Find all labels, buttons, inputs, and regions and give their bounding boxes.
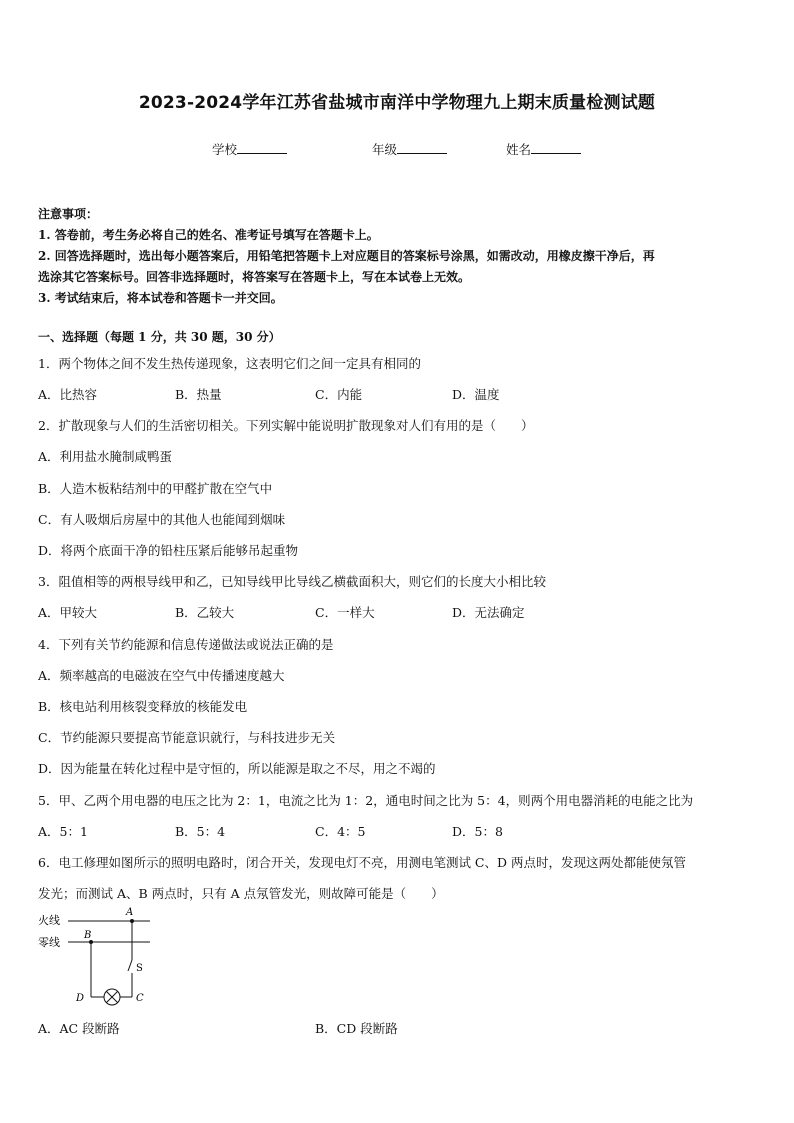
question-2-option-d[interactable]: D．将两个底面干净的铅柱压紧后能够吊起重物 <box>38 543 299 558</box>
point-c-label: C <box>136 993 144 1004</box>
grade-field <box>372 140 447 158</box>
school-field <box>212 140 287 158</box>
question-2-stem: 2．扩散现象与人们的生活密切相关。下列实解中能说明扩散现象对人们有用的是（ ） <box>38 418 534 433</box>
lighting-circuit-diagram <box>38 905 163 1010</box>
notice-item: 2. 回答选择题时，选出每小题答案后，用铅笔把答题卡上对应题目的答案标号涂黑，如需改动，用橡皮擦干净后，再 <box>38 249 655 263</box>
question-3-option-c[interactable]: C．一样大 <box>315 605 375 620</box>
switch-s <box>128 960 132 971</box>
question-5-option-d[interactable]: D．5：8 <box>452 824 503 839</box>
grade-blank[interactable] <box>397 141 447 154</box>
school-blank[interactable] <box>237 141 287 154</box>
notice-item: 选涂其它答案标号。回答非选择题时，将答案写在答题卡上，写在本试卷上无效。 <box>38 270 471 284</box>
question-1-stem: 1．两个物体之间不发生热传递现象，这表明它们之间一定具有相同的 <box>38 356 421 371</box>
grade-label: 年级 <box>372 142 398 157</box>
question-4-option-d[interactable]: D．因为能量在转化过程中是守恒的，所以能源是取之不尽，用之不竭的 <box>38 761 436 776</box>
question-3-stem: 3．阻值相等的两根导线甲和乙，已知导线甲比导线乙横截面积大，则它们的长度大小相比较 <box>38 574 546 589</box>
question-1-option-a[interactable]: A．比热容 <box>38 387 98 402</box>
live-wire-label: 火线 <box>38 914 60 927</box>
section-heading: 一、选择题（每题 1 分，共 30 题，30 分） <box>38 330 281 344</box>
question-2-option-a[interactable]: A．利用盐水腌制咸鸭蛋 <box>38 449 173 464</box>
question-5-stem: 5．甲、乙两个用电器的电压之比为 2：1，电流之比为 1：2，通电时间之比为 5：4，则两个用电器消耗的电能之比为 <box>38 793 694 808</box>
notice-heading: 注意事项： <box>38 207 99 221</box>
question-3-option-a[interactable]: A．甲较大 <box>38 605 98 620</box>
question-5-option-c[interactable]: C．4：5 <box>315 824 366 839</box>
question-3-option-b[interactable]: B．乙较大 <box>175 605 235 620</box>
question-4-option-b[interactable]: B．核电站利用核裂变释放的核能发电 <box>38 699 248 714</box>
question-6-stem-line2: 发光；而测试 A、B 两点时，只有 A 点氖管发光，则故障可能是（ ） <box>38 886 444 901</box>
page-title: 2023-2024学年江苏省盐城市南洋中学物理九上期末质量检测试题 <box>138 93 656 113</box>
name-blank[interactable] <box>531 141 581 154</box>
school-label: 学校 <box>212 142 238 157</box>
question-4-option-c[interactable]: C．节约能源只要提高节能意识就行，与科技进步无关 <box>38 730 336 745</box>
point-b-label: B <box>84 930 92 941</box>
notice-item: 1. 答卷前，考生务必将自己的姓名、准考证号填写在答题卡上。 <box>38 228 379 242</box>
question-1-option-b[interactable]: B．热量 <box>175 387 222 402</box>
question-4-option-a[interactable]: A．频率越高的电磁波在空气中传播速度越大 <box>38 668 285 683</box>
question-2-option-b[interactable]: B．人造木板粘结剂中的甲醛扩散在空气中 <box>38 481 273 496</box>
question-5-option-a[interactable]: A．5：1 <box>38 824 88 839</box>
question-2-option-c[interactable]: C．有人吸烟后房屋中的其他人也能闻到烟味 <box>38 512 286 527</box>
question-1-option-d[interactable]: D．温度 <box>452 387 500 402</box>
question-6-stem-line1: 6．电工修理如图所示的照明电路时，闭合开关，发现电灯不亮，用测电笔测试 C、D 两点时，发现这两处都能使氖管 <box>38 855 686 870</box>
question-6-option-a[interactable]: A．AC 段断路 <box>38 1021 120 1036</box>
neutral-wire-label: 零线 <box>38 936 60 949</box>
name-label: 姓名 <box>506 142 532 157</box>
question-1-option-c[interactable]: C．内能 <box>315 387 363 402</box>
point-d-label: D <box>76 993 85 1004</box>
question-3-option-d[interactable]: D．无法确定 <box>452 605 525 620</box>
point-a-label: A <box>126 907 134 918</box>
question-5-option-b[interactable]: B．5：4 <box>175 824 226 839</box>
notice-item: 3. 考试结束后，将本试卷和答题卡一并交回。 <box>38 291 283 305</box>
notice-block <box>38 204 758 309</box>
switch-label: S <box>136 963 143 974</box>
name-field <box>506 140 581 158</box>
question-4-stem: 4．下列有关节约能源和信息传递做法或说法正确的是 <box>38 637 334 652</box>
question-6-option-b[interactable]: B．CD 段断路 <box>315 1021 398 1036</box>
